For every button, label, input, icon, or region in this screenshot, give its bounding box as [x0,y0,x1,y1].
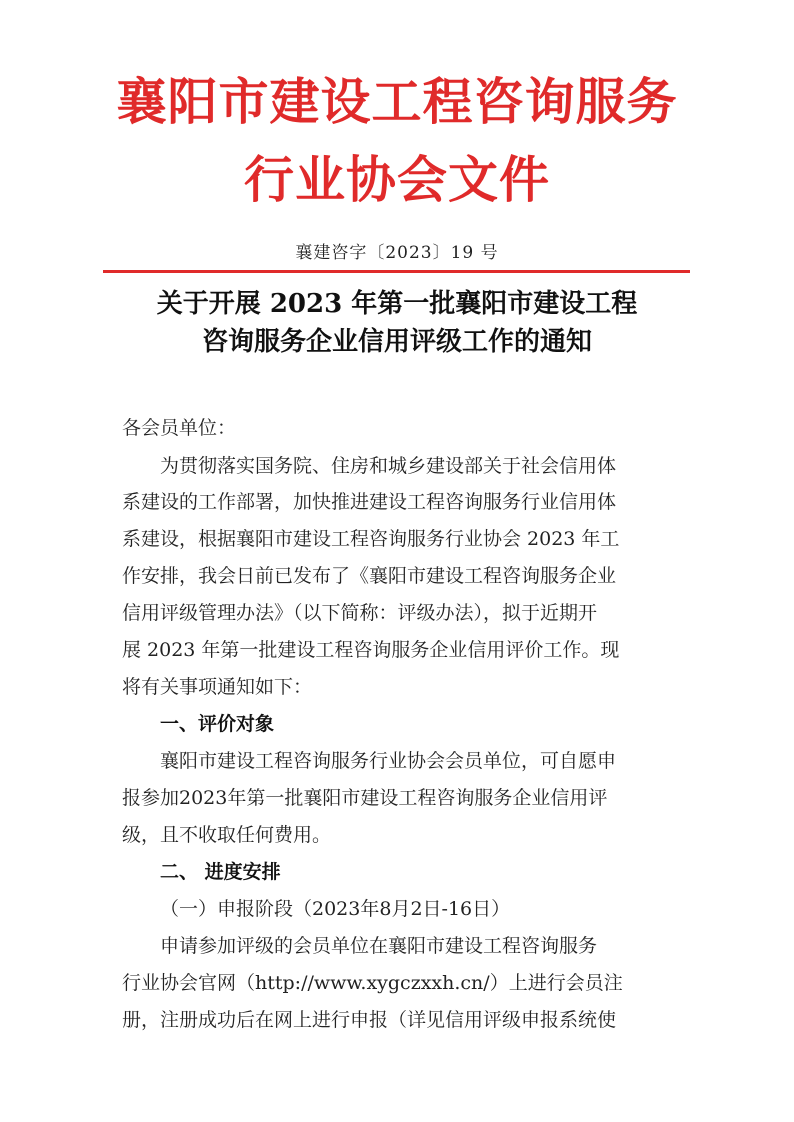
header-title-line1: 襄阳市建设工程咨询服务 [116,72,678,131]
section-2-heading: 二、 进度安排 [160,861,281,883]
paragraph-1-line: 信用评级管理办法》（以下简称：评级办法），拟于近期开 [122,602,598,624]
paragraph-1-line: 为贯彻落实国务院、住房和城乡建设部关于社会信用体 [160,455,617,477]
paragraph-1-line: 作安排，我会日前已发布了《襄阳市建设工程咨询服务企业 [122,565,617,587]
red-divider [103,270,690,273]
subsection-1-heading: （一）申报阶段（2023年8月2日-16日） [160,898,511,920]
paragraph-1-line: 将有关事项通知如下： [122,676,313,698]
section-1-heading: 一、评价对象 [160,713,275,735]
paragraph-1-line: 系建设，根据襄阳市建设工程咨询服务行业协会 2023 年工 [122,528,620,550]
salutation: 各会员单位： [122,417,237,439]
paragraph-2-line: 级，且不收取任何费用。 [122,824,332,846]
paragraph-3-line: 册，注册成功后在网上进行申报（详见信用评级申报系统使 [122,1009,617,1031]
document-number: 襄建咨字〔2023〕19 号 [295,243,499,263]
paragraph-3-line: 申请参加评级的会员单位在襄阳市建设工程咨询服务 [160,935,598,957]
paragraph-1-line: 展 2023 年第一批建设工程咨询服务企业信用评价工作。现 [122,639,620,661]
paragraph-3-line: 行业协会官网（http://www.xygczxxh.cn/）上进行会员注 [122,972,623,994]
notice-title-line2: 咨询服务企业信用评级工作的通知 [201,327,592,357]
header-title-line2: 行业协会文件 [244,150,550,209]
paragraph-1-line: 系建设的工作部署，加快推进建设工程咨询服务行业信用体 [122,491,617,513]
paragraph-2-line: 襄阳市建设工程咨询服务行业协会会员单位，可自愿申 [160,750,617,772]
notice-title-line1: 关于开展 2023 年第一批襄阳市建设工程 [156,289,638,319]
paragraph-2-line: 报参加2023年第一批襄阳市建设工程咨询服务企业信用评 [122,787,608,809]
